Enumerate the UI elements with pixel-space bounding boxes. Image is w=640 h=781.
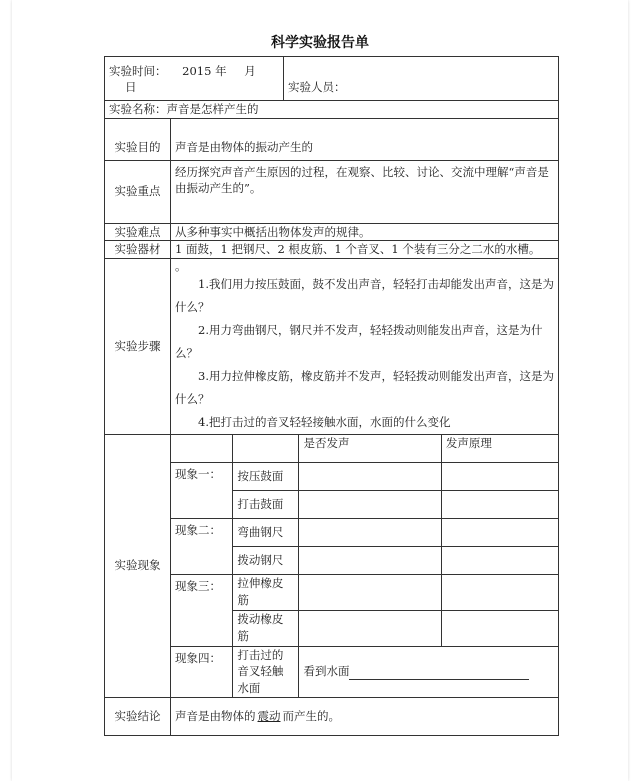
action-pluck-band: 拨动橡皮筋: [233, 610, 299, 646]
report-table: [104, 56, 559, 736]
sound-cell: [299, 462, 441, 490]
step-item-2: 2.用力弯曲钢尺，钢尺并不发声，轻轻拨动则能发出声音，这是为什么？: [175, 323, 543, 361]
conclusion-row: [105, 697, 559, 735]
conclusion-suffix: 而产生的。: [282, 708, 340, 723]
table-row: [171, 646, 558, 697]
action-fork-water: 打击过的音叉轻触水面: [233, 646, 299, 697]
sound-cell: [299, 610, 441, 646]
sound-cell: [299, 490, 441, 518]
equipment-label: 实验器材: [105, 241, 171, 259]
group-2-name: 现象二：: [171, 518, 233, 574]
table-row: [171, 574, 558, 610]
people-label: 实验人员：: [288, 80, 346, 95]
action-stretch-band: 拉伸橡皮筋: [233, 574, 299, 610]
purpose-row: [105, 118, 559, 160]
people-cell: [284, 57, 559, 101]
principle-cell: [441, 462, 558, 490]
time-row: [105, 57, 559, 101]
name-row: [105, 101, 559, 119]
conclusion-label: 实验结论: [105, 697, 171, 735]
principle-cell: [441, 610, 558, 646]
day-label: 日: [125, 80, 137, 95]
principle-cell: [441, 574, 558, 610]
name-value: 声音是怎样产生的: [166, 102, 259, 116]
action-bend-ruler: 弯曲钢尺: [233, 518, 299, 546]
equipment-value: 1 面鼓，1 把钢尺、2 根皮筋、1 个音叉、1 个装有三分之二水的水槽。: [171, 241, 559, 259]
difficulty-label: 实验难点: [105, 223, 171, 241]
phenomena-header-row: [171, 435, 558, 462]
focus-label: 实验重点: [105, 160, 171, 223]
steps-dot: 。: [175, 259, 187, 274]
group-3-name: 现象三：: [171, 574, 233, 646]
sound-cell: [299, 546, 441, 574]
table-row: [171, 518, 558, 546]
water-observation: [299, 646, 558, 697]
steps-cell: [171, 259, 559, 435]
steps-row: [105, 259, 559, 435]
col-principle-header: 发声原理: [441, 435, 558, 462]
phenomena-row: [105, 435, 559, 698]
conclusion-prefix: 声音是由物体的: [175, 708, 256, 723]
difficulty-row: [105, 223, 559, 241]
step-item-1: 1.我们用力按压鼓面，鼓不发出声音，轻轻打击却能发出声音，这是为什么？: [175, 277, 554, 315]
sound-cell: [299, 518, 441, 546]
group-1-name: 现象一：: [171, 462, 233, 518]
sound-cell: [299, 574, 441, 610]
month-label: 月: [244, 63, 256, 78]
purpose-label: 实验目的: [105, 118, 171, 160]
water-blank-line: [349, 667, 529, 680]
principle-cell: [441, 518, 558, 546]
col-sound-header: 是否发声: [299, 435, 441, 462]
action-press-drum: 按压鼓面: [233, 462, 299, 490]
name-label: 实验名称：: [109, 102, 167, 116]
action-hit-drum: 打击鼓面: [233, 490, 299, 518]
phenomena-cell: [171, 435, 559, 698]
purpose-value: 声音是由物体的振动产生的: [171, 118, 559, 160]
step-item-4: 4.把打击过的音叉轻轻接触水面，水面的什么变化: [198, 415, 451, 430]
group-4-name: 现象四：: [171, 646, 233, 697]
table-row: [171, 462, 558, 490]
equipment-row: [105, 241, 559, 259]
steps-label: 实验步骤: [105, 259, 171, 435]
focus-row: [105, 160, 559, 223]
step-item-3: 3.用力拉伸橡皮筋，橡皮筋并不发声，轻轻拨动则能发出声音，这是为什么？: [175, 369, 554, 407]
phenomena-table: [171, 435, 558, 697]
conclusion-cell: [171, 697, 559, 735]
name-cell: [105, 101, 559, 119]
year-value: 2015 年: [182, 63, 227, 78]
time-cell: [105, 57, 284, 101]
report-sheet: [12, 0, 628, 781]
conclusion-answer: 震动: [257, 708, 281, 723]
focus-value: 经历探究声音产生原因的过程，在观察、比较、讨论、交流中理解“声音是由振动产生的”。: [171, 160, 559, 223]
action-pluck-ruler: 拨动钢尺: [233, 546, 299, 574]
principle-cell: [441, 490, 558, 518]
water-text: 看到水面: [303, 664, 350, 679]
phenomena-label: 实验现象: [105, 435, 171, 698]
page-title: 科学实验报告单: [271, 35, 369, 51]
difficulty-value: 从多种事实中概括出物体发声的规律。: [171, 223, 559, 241]
principle-cell: [441, 546, 558, 574]
time-label: 实验时间：: [109, 63, 167, 78]
